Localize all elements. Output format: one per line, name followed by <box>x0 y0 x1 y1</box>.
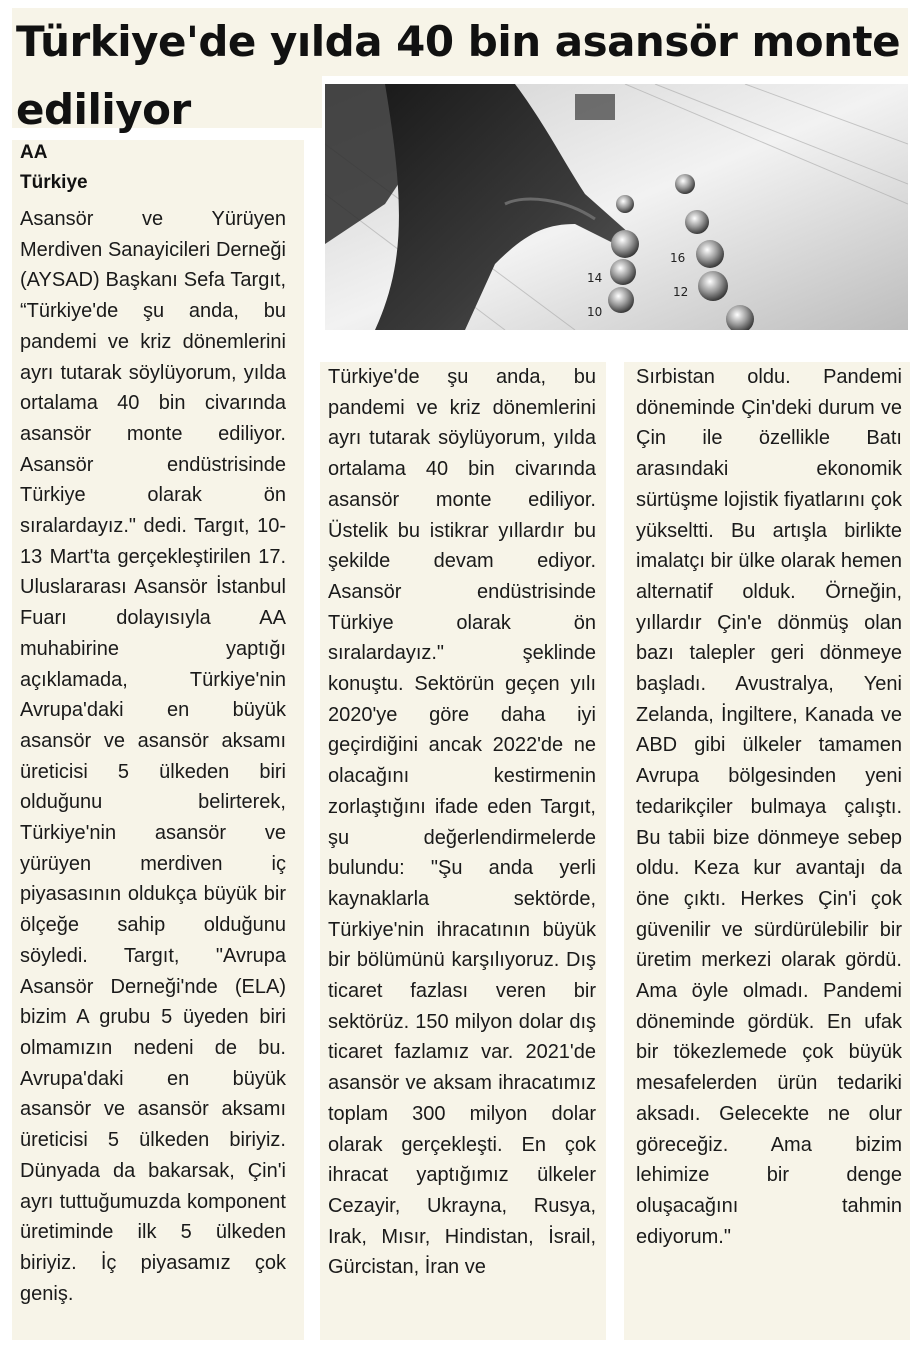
article-column-3: Sırbistan oldu. Pandemi döneminde Çin'deki durum ve Çin ile özellikle Batı arasındaki ekonomik sürtüşme lojistik fiyatlarını çok yükseltti. Bu artışla birlikte imalatçı bir ülke olarak hemen alternatif olduk. Örneğin, yıllardır Çin'e dönmüş olan bazı talepler geri dönmeye başladı. Avustralya, Yeni Zelanda, İngiltere, Kanada ve ABD gibi ülkeler tamamen Avrupa bölgesinden yeni tedarikçiler bulmaya çalıştı. Bu tabii bize dönmeye sebep oldu. Keza kur avantajı da öne çıktı. Herkes Çin'i çok güvenilir ve sürdürülebilir bir üretim merkezi olarak gördü. Ama öyle olmadı. Pandemi döneminde gördük. En ufak bir tökezlemede çok büyük mesafelerden ürün tedariki aksadı. Gelecekte ne olur göreceğiz. Ama bizim lehimize bir denge oluşacağını tahmin ediyorum." <box>636 366 902 1248</box>
button-label-16: 16 <box>670 251 686 265</box>
article-headline: Türkiye'de yılda 40 bin asansör monte ediliyor <box>16 17 901 134</box>
button-label-10: 10 <box>587 305 603 319</box>
button-label-12: 12 <box>673 285 689 299</box>
button-label-14: 14 <box>587 271 603 285</box>
article-location: Türkiye <box>20 172 88 193</box>
article-column-1: Asansör ve Yürüyen Merdiven Sanayicileri Derneği (AYSAD) Başkanı Sefa Targıt, “Türkiye'de şu anda, bu pandemi ve kriz dönemlerini ayrı tutarak söylüyorum, yılda ortalama 40 bin civarında asansör monte ediliyor. Asansör endüstrisinde Türkiye olarak ön sıralardayız." dedi. Targıt, 10-13 Mart'ta gerçekleştirilen 17. Uluslararası Asansör İstanbul Fuarı dolayısıyla AA muhabirine yaptığı açıklamada, Türkiye'nin Avrupa'daki en büyük asansör ve asansör aksamı üreticisi 5 ülkeden biri olduğunu belirterek, Türkiye'nin asansör ve yürüyen merdiven iç piyasasının oldukça büyük bir ölçeğe sahip olduğunu söyledi. Targıt, "Avrupa Asansör Derneği'nde (ELA) bizim A grubu 5 üyeden biri olmamızın nedeni de bu. Avrupa'daki en büyük asansör ve asansör aksamı üreticisi 5 ülkeden biriyiz. Dünyada da bakarsak, Çin'i ayrı tuttuğumuzda komponent üretiminde ilk 5 ülkeden biriyiz. İç piyasamız çok geniş. <box>20 208 286 1305</box>
article-source: AA <box>20 142 48 163</box>
article-column-2: Türkiye'de şu anda, bu pandemi ve kriz dönemlerini ayrı tutarak söylüyorum, yılda ortalama 40 bin civarında asansör monte ediliyor. Üstelik bu istikrar yıllardır bu şekilde devam ediyor. Asansör endüstrisinde Türkiye olarak ön sıralardayız." şeklinde konuştu. Sektörün geçen yılı 2020'ye göre daha iyi geçirdiğini ancak 2022'de ne olacağını kestirmenin zorlaştığını ifade eden Targıt, şu değerlendirmelerde bulundu: "Şu anda yerli kaynaklarla sektörde, Türkiye'nin ihracatının büyük bir bölümünü karşılıyoruz. Dış ticaret fazlası veren bir sektörüz. 150 milyon dolar dış ticaret fazlamız var. 2021'de asansör ve aksam ihracatımız toplam 300 milyon dolar olarak gerçekleşti. En çok ihracat yaptığımız ülkeler Cezayir, Ukrayna, Rusya, Irak, Mısır, Hindistan, İsrail, Gürcistan, İran ve <box>328 366 596 1279</box>
